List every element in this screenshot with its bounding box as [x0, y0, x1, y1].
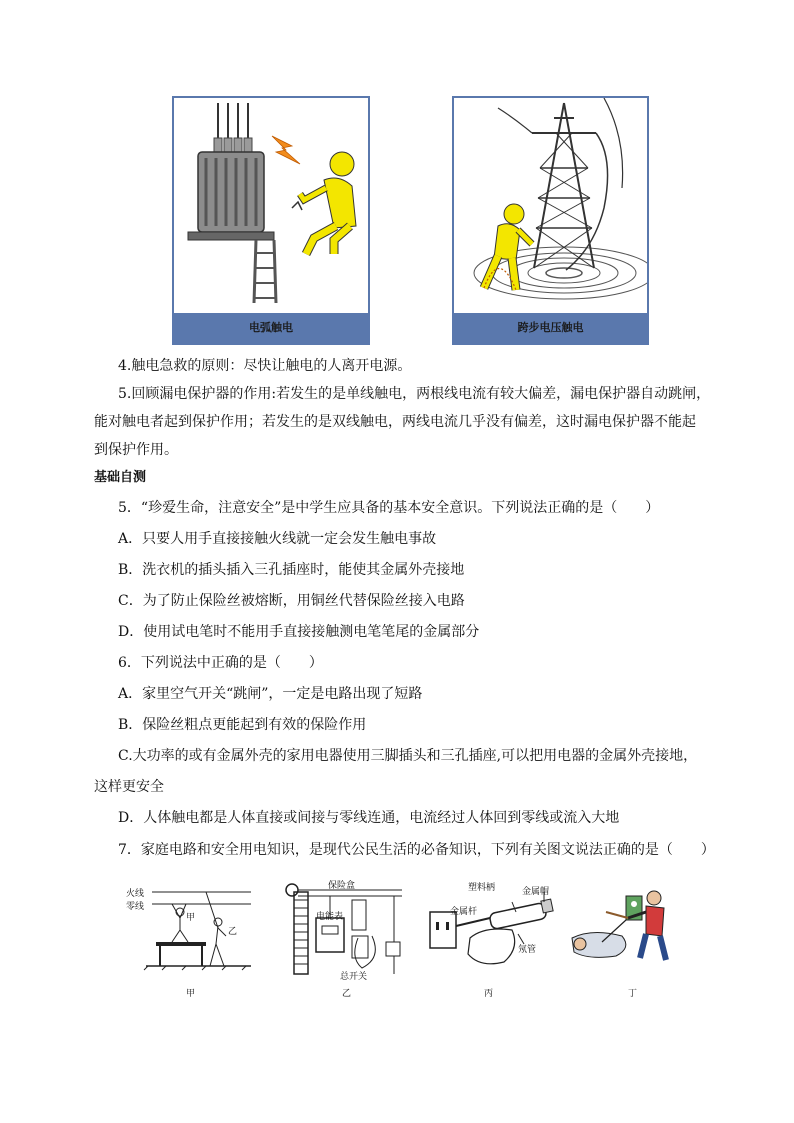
arc-shock-illustration [174, 98, 368, 313]
figure-step-voltage-shock [452, 96, 649, 345]
q5-option-b: B．洗衣机的插头插入三孔插座时，能使其金属外壳接地 [118, 562, 465, 578]
bing-label-metal-rod: 金属杆 [450, 907, 478, 917]
figure-jia [126, 878, 256, 998]
q5-stem: 5．“珍爱生命，注意安全”是中学生应具备的基本安全意识。下列说法正确的是（ ） [118, 500, 660, 516]
q5-option-c: C．为了防止保险丝被熔断，用铜丝代替保险丝接入电路 [118, 593, 465, 609]
note-item-4: 4.触电急救的原则：尽快让触电的人离开电源。 [118, 358, 412, 374]
step-voltage-illustration [454, 98, 647, 313]
figure-ding [562, 878, 702, 998]
q5-option-d: D．使用试电笔时不能用手直接接触测电笔笔尾的金属部分 [118, 624, 480, 640]
q6-stem: 6．下列说法中正确的是（ ） [118, 655, 323, 671]
q6-option-c-line2: 这样更安全 [94, 779, 164, 795]
section-title: 基础自测 [94, 470, 147, 485]
bing-label-metal-cap: 金属帽 [522, 887, 550, 897]
bing-caption: 丙 [484, 989, 494, 999]
ding-illustration [562, 878, 702, 978]
figure-yi [272, 878, 412, 998]
q6-option-d: D．人体触电都是人体直接或间接与零线连通，电流经过人体回到零线或流入大地 [118, 810, 620, 826]
jia-label-fire-wire: 火线 [126, 889, 145, 899]
q6-option-b: B．保险丝粗点更能起到有效的保险作用 [118, 717, 367, 733]
note-item-5-line3: 到保护作用。 [94, 442, 178, 458]
yi-illustration [272, 878, 412, 978]
figure-arc-shock [172, 96, 370, 345]
jia-label-person-2: 乙 [228, 927, 238, 937]
q7-stem: 7．家庭电路和安全用电知识，是现代公民生活的必备知识，下列有关图文说法正确的是（ ） [118, 842, 715, 858]
note-item-5-line1: 5.回顾漏电保护器的作用:若发生的是单线触电，两根线电流有较大偏差，漏电保护器自动跳闸， [118, 386, 711, 402]
bing-label-neon-tube: 氖管 [518, 945, 537, 955]
step-voltage-caption: 跨步电压触电 [454, 313, 647, 343]
jia-label-person-1: 甲 [186, 913, 196, 923]
bing-label-plastic-handle: 塑料柄 [468, 883, 496, 893]
figure-bing [420, 878, 560, 998]
q5-option-a: A．只要人用手直接接触火线就一定会发生触电事故 [118, 531, 437, 547]
jia-label-zero-wire: 零线 [126, 902, 145, 912]
jia-caption: 甲 [186, 989, 196, 999]
ding-caption: 丁 [628, 989, 638, 999]
yi-label-fuse-box: 保险盒 [328, 881, 356, 891]
yi-caption: 乙 [342, 989, 352, 999]
note-item-5-line2: 能对触电者起到保护作用；若发生的是双线触电，两线电流几乎没有偏差，这时漏电保护器不能起 [94, 414, 696, 430]
q6-option-a: A．家里空气开关“跳闸”，一定是电路出现了短路 [118, 686, 423, 702]
yi-label-main-switch: 总开关 [340, 972, 368, 982]
arc-shock-caption: 电弧触电 [174, 313, 368, 343]
q6-option-c-line1: C.大功率的或有金属外壳的家用电器使用三脚插头和三孔插座,可以把用电器的金属外壳接地， [118, 748, 698, 764]
yi-label-meter: 电能表 [316, 912, 344, 922]
